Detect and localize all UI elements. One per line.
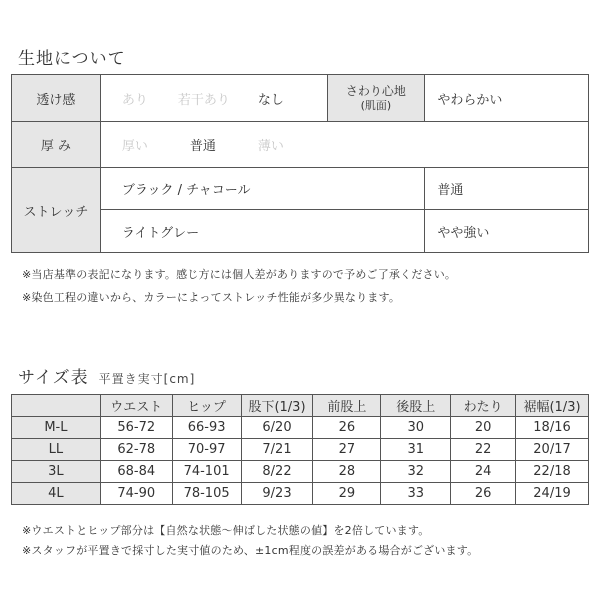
- transparency-label: 透け感: [12, 75, 101, 122]
- size-cell: 32: [381, 461, 451, 483]
- size-cell: 26: [313, 417, 381, 439]
- size-cell: 30: [381, 417, 451, 439]
- transparency-option-2: 若干あり: [177, 92, 230, 108]
- stretch-color-1: ブラック / チャコール: [100, 168, 425, 210]
- size-cell: 62-78: [100, 439, 172, 461]
- size-cell: 24: [451, 461, 516, 483]
- size-table: [11, 394, 589, 505]
- size-cell: 56-72: [100, 417, 172, 439]
- size-row: [12, 483, 589, 505]
- touch-label: さわり心地: [345, 83, 406, 98]
- size-header-cell: わたり: [451, 395, 516, 417]
- thickness-row: [12, 122, 589, 168]
- size-cell: 31: [381, 439, 451, 461]
- size-cell: 18/16: [516, 417, 589, 439]
- touch-sublabel: (肌面): [360, 98, 392, 112]
- fabric-section-title: 生地について: [18, 49, 126, 69]
- thickness-option-3: 薄い: [257, 139, 284, 154]
- size-row: [12, 461, 589, 483]
- size-label: 4L: [12, 483, 101, 505]
- size-cell: 26: [451, 483, 516, 505]
- thickness-option-2: 普通: [189, 139, 216, 154]
- size-cell: 20: [451, 417, 516, 439]
- size-cell: 66-93: [172, 417, 241, 439]
- size-header-cell: 後股上: [381, 395, 451, 417]
- size-cell: 78-105: [172, 483, 241, 505]
- size-cell: 22/18: [516, 461, 589, 483]
- size-header-cell: 前股上: [313, 395, 381, 417]
- size-label: LL: [12, 439, 101, 461]
- stretch-row-1: [12, 168, 589, 210]
- thickness-options: [100, 122, 588, 168]
- size-cell: 20/17: [516, 439, 589, 461]
- transparency-options: [100, 75, 327, 122]
- thickness-option-1: 厚い: [121, 139, 148, 154]
- transparency-option-1: あり: [121, 92, 148, 108]
- size-cell: 68-84: [100, 461, 172, 483]
- size-cell: 27: [313, 439, 381, 461]
- size-section-subtitle: 平置き実寸[cm]: [98, 372, 196, 386]
- size-row: [12, 417, 589, 439]
- touch-value: やわらかい: [425, 75, 589, 122]
- transparency-row: [12, 75, 589, 122]
- size-cell: 24/19: [516, 483, 589, 505]
- size-cell: 22: [451, 439, 516, 461]
- size-cell: 28: [313, 461, 381, 483]
- fabric-note-2: ※染色工程の違いから、カラーによってストレッチ性能が多少異なります。: [22, 291, 401, 304]
- transparency-option-3: なし: [257, 92, 284, 108]
- size-cell: 29: [313, 483, 381, 505]
- size-cell: 33: [381, 483, 451, 505]
- stretch-value-2: やや強い: [425, 210, 589, 253]
- size-note-2: ※スタッフが平置きで採寸した実寸値のため、±1cm程度の誤差がある場合がございます。: [22, 544, 479, 557]
- size-header-cell: ウエスト: [100, 395, 172, 417]
- size-cell: 9/23: [241, 483, 313, 505]
- size-header-cell: 股下(1/3): [241, 395, 313, 417]
- size-cell: 6/20: [241, 417, 313, 439]
- stretch-label: ストレッチ: [12, 168, 101, 253]
- size-cell: 70-97: [172, 439, 241, 461]
- size-cell: 74-90: [100, 483, 172, 505]
- size-label: M-L: [12, 417, 101, 439]
- size-cell: 74-101: [172, 461, 241, 483]
- touch-label-cell: [327, 75, 425, 122]
- size-section-title: サイズ表: [18, 368, 89, 388]
- size-label: 3L: [12, 461, 101, 483]
- size-note-1: ※ウエストとヒップ部分は【自然な状態～伸ばした状態の値】を2倍しています。: [22, 524, 430, 537]
- size-cell: 8/22: [241, 461, 313, 483]
- stretch-color-2: ライトグレー: [100, 210, 425, 253]
- size-header-row: [12, 395, 589, 417]
- stretch-value-1: 普通: [425, 168, 589, 210]
- fabric-table: [11, 74, 589, 253]
- fabric-note-1: ※当店基準の表記になります。感じ方には個人差がありますので予めご了承ください。: [22, 268, 457, 281]
- size-header-cell: ヒップ: [172, 395, 241, 417]
- size-section-header: [18, 363, 195, 388]
- size-header-cell: 裾幅(1/3): [516, 395, 589, 417]
- size-cell: 7/21: [241, 439, 313, 461]
- size-row: [12, 439, 589, 461]
- thickness-label: 厚 み: [12, 122, 101, 168]
- size-header-cell: [12, 395, 101, 417]
